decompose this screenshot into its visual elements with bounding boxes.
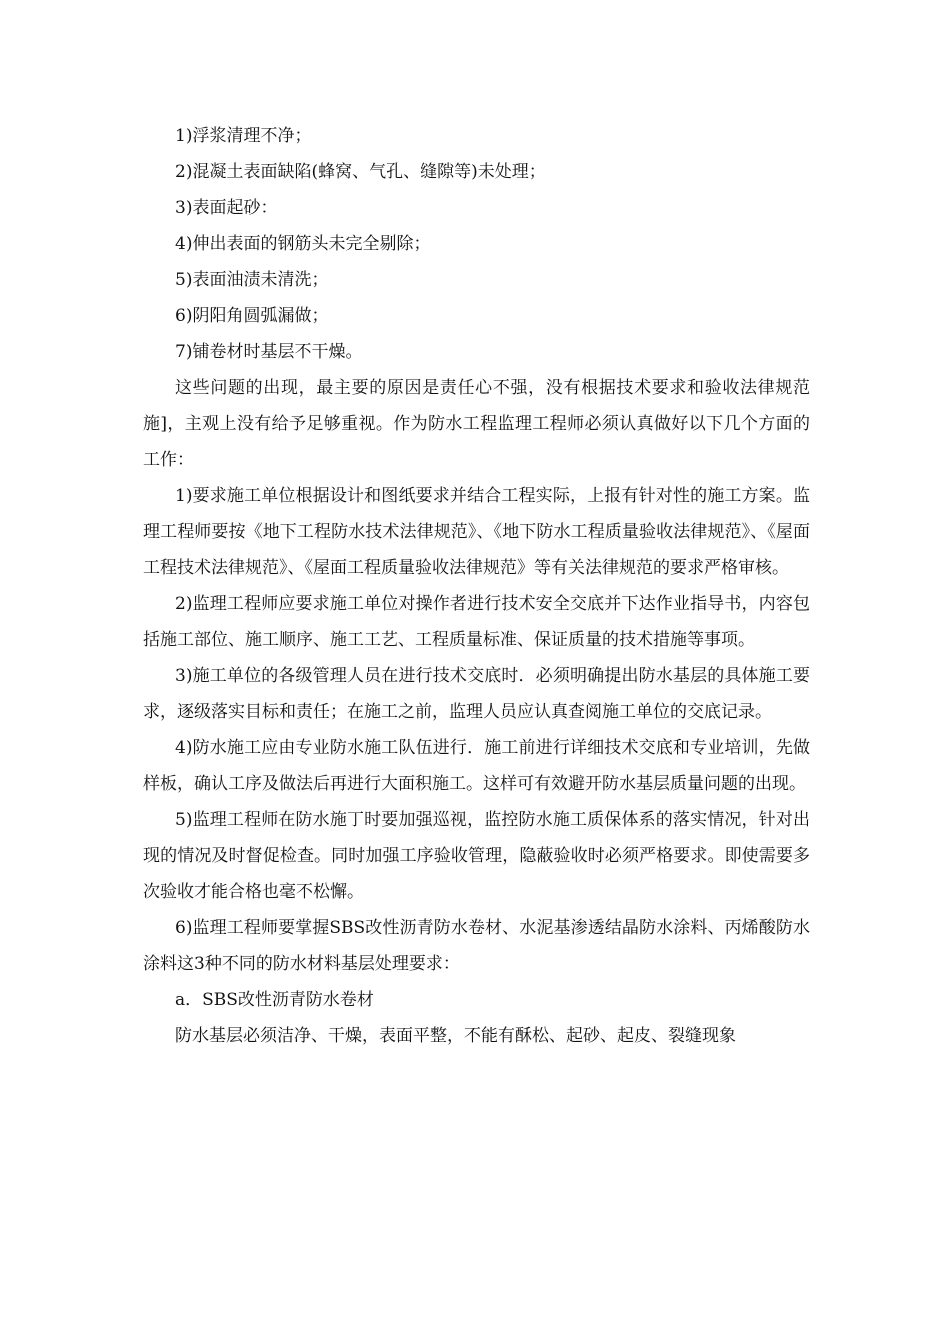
list-item-1: 1)浮浆清理不净； xyxy=(175,126,312,146)
paragraph-measure-1: 1)要求施工单位根据设计和图纸要求并结合工程实际，上报有针对性的施工方案。监理工程师要按《地下工程防水技术法律规范》、《地下防水工程质量验收法律规范》、《屋面工程技术法律规范》、《屋面工程质量验收法律规范》等有关法律规范的要求严格审核。 xyxy=(143,486,810,578)
paragraph-measure-2: 2)监理工程师应要求施工单位对操作者进行技术安全交底并下达作业指导书，内容包括施工部位、施工顺序、施工工艺、工程质量标准、保证质量的技术措施等事项。 xyxy=(143,594,810,650)
list-item-7: 7)铺卷材时基层不干燥。 xyxy=(175,342,363,362)
paragraph-measure-3: 3)施工单位的各级管理人员在进行技术交底时．必须明确提出防水基层的具体施工要求，逐级落实目标和责任；在施工之前，监理人员应认真查阅施工单位的交底记录。 xyxy=(143,666,810,722)
list-item-5: 5)表面油渍未清洗； xyxy=(175,270,329,290)
paragraph-sbs-requirements: 防水基层必须洁净、干燥，表面平整，不能有酥松、起砂、起皮、裂缝现象 xyxy=(175,1026,736,1046)
paragraph-measure-6: 6)监理工程师要掌握SBS改性沥青防水卷材、水泥基渗透结晶防水涂料、丙烯酸防水涂料这3种不同的防水材料基层处理要求： xyxy=(143,918,810,974)
document-body xyxy=(143,118,810,1054)
list-item-4: 4)伸出表面的钢筋头未完全剔除； xyxy=(175,234,431,254)
paragraph-measure-5: 5)监理工程师在防水施丁时要加强巡视，监控防水施工质保体系的落实情况，针对出现的情况及时督促检查。同时加强工序验收管理，隐蔽验收时必须严格要求。即使需要多次验收才能合格也毫不松懈。 xyxy=(143,810,810,902)
list-item-3: 3)表面起砂： xyxy=(175,198,278,218)
paragraph-measure-4: 4)防水施工应由专业防水施工队伍进行．施工前进行详细技术交底和专业培训，先做样板，确认工序及做法后再进行大面积施工。这样可有效避开防水基层质量问题的出现。 xyxy=(143,738,810,794)
paragraph-cause: 这些问题的出现，最主要的原因是责任心不强，没有根据技术要求和验收法律规范施]，主观上没有给予足够重视。作为防水工程监理工程师必须认真做好以下几个方面的工作： xyxy=(143,378,810,470)
list-item-6: 6)阴阳角圆弧漏做； xyxy=(175,306,329,326)
subheading-sbs: a．SBS改性沥青防水卷材 xyxy=(175,990,374,1010)
list-item-2: 2)混凝土表面缺陷(蜂窝、气孔、缝隙等)未处理； xyxy=(175,162,546,182)
